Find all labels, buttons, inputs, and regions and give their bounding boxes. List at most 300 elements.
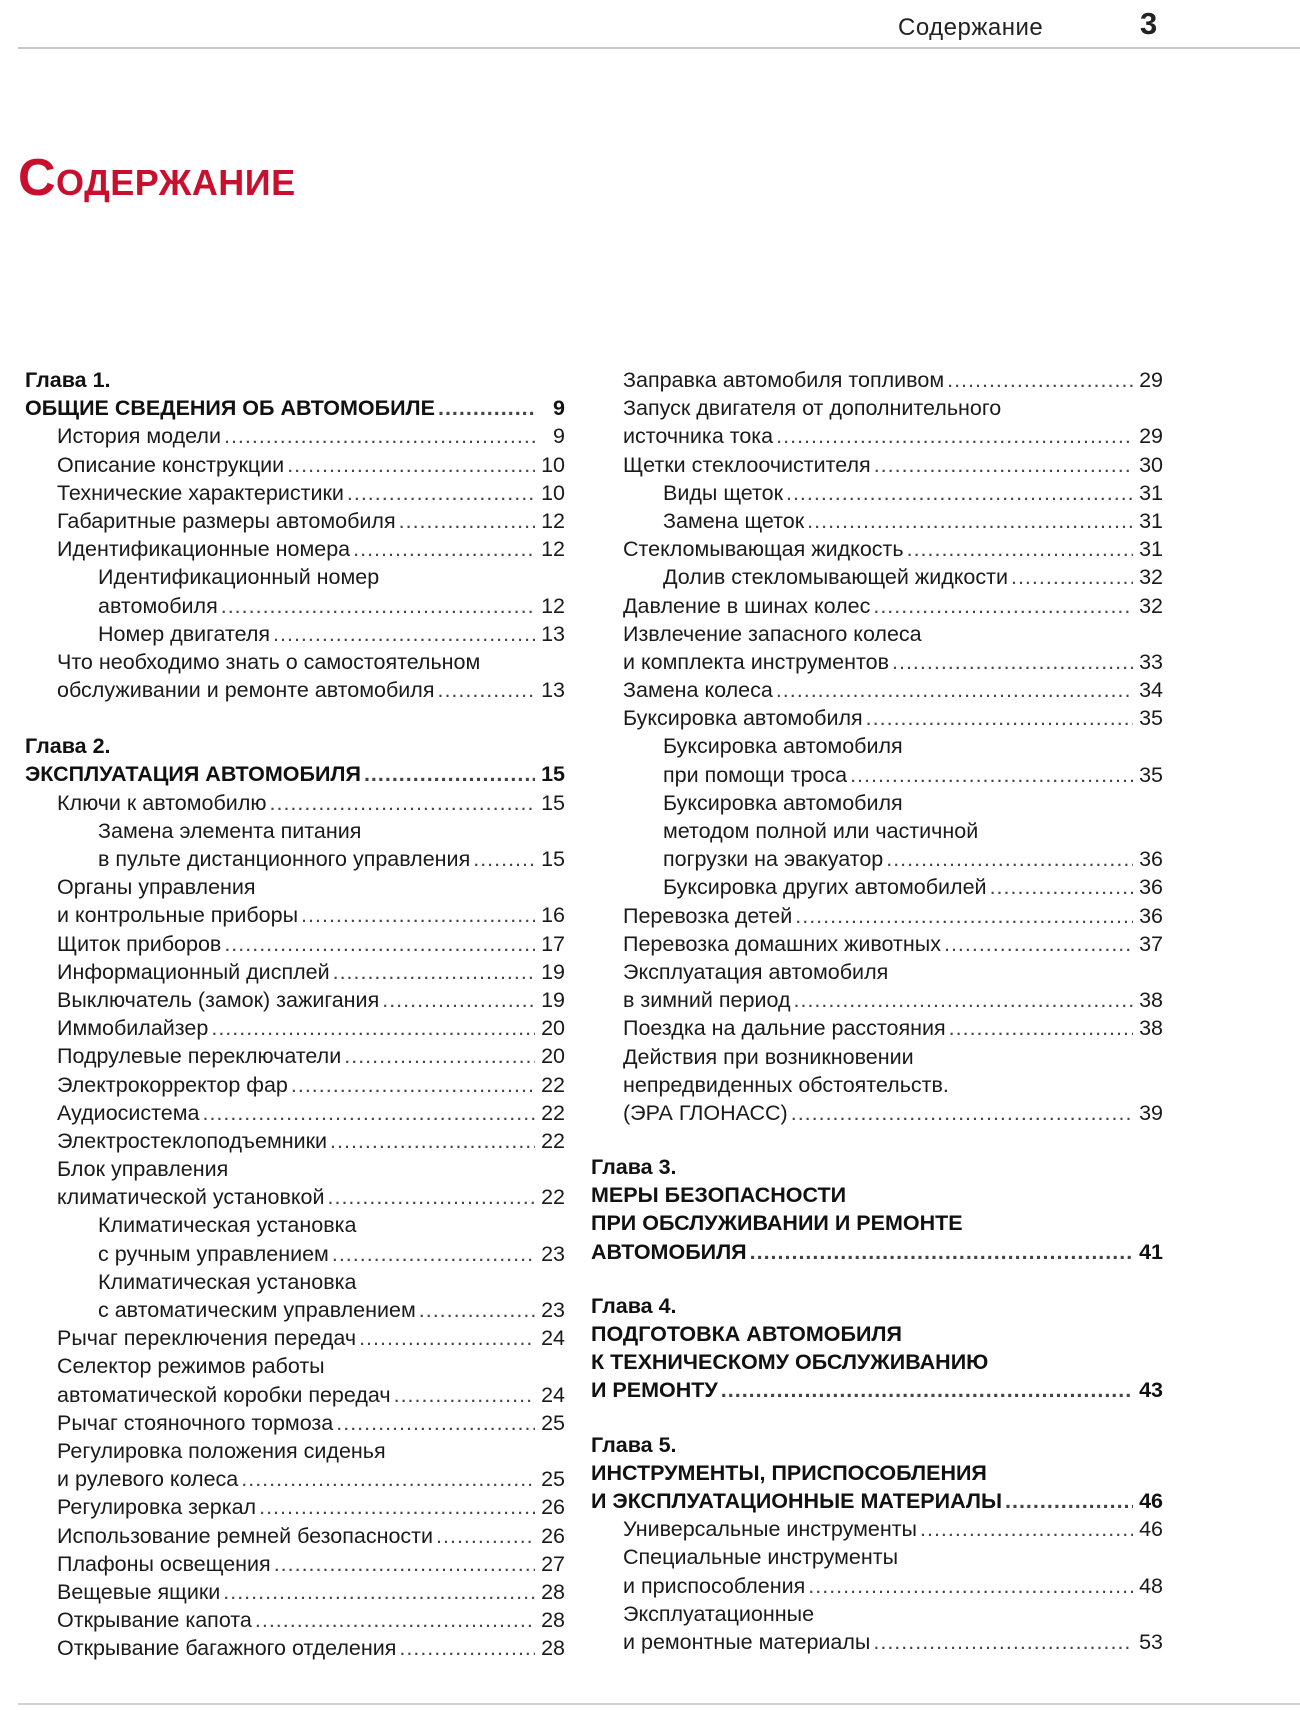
page-ref: 41	[1139, 1239, 1163, 1264]
page-ref: 31	[1139, 508, 1163, 533]
chapter-title	[591, 1348, 1163, 1376]
toc-entry-text: Буксировка автомобиля	[623, 706, 863, 731]
toc-entry-text: (ЭРА ГЛОНАСС)	[623, 1100, 788, 1125]
leader-dots	[202, 1099, 535, 1127]
toc-entry[interactable]	[623, 366, 1163, 394]
chapter-title-text: ОБЩИЕ СВЕДЕНИЯ ОБ АВТОМОБИЛЕ	[25, 396, 435, 421]
toc-entry-text: Номер двигателя	[98, 621, 271, 646]
toc-entry-text: Стекломывающая жидкость	[623, 537, 904, 562]
leader-dots	[944, 930, 1133, 958]
chapter-title[interactable]	[25, 394, 565, 422]
leader-dots	[270, 789, 536, 817]
page-ref: 25	[541, 1410, 565, 1435]
page-ref: 13	[541, 621, 565, 646]
toc-entry-text: источника тока	[623, 424, 774, 449]
chapter-title[interactable]	[591, 1238, 1163, 1266]
chapter-title-text: АВТОМОБИЛЯ	[591, 1239, 747, 1264]
toc-entry[interactable]	[25, 535, 565, 563]
leader-dots	[223, 1578, 535, 1606]
leader-dots	[437, 676, 535, 704]
leader-dots	[786, 479, 1133, 507]
toc-entry	[623, 394, 1163, 422]
page-ref: 35	[1139, 762, 1163, 787]
toc-entry[interactable]	[25, 1183, 565, 1211]
leader-dots	[291, 1071, 535, 1099]
leader-dots	[791, 1099, 1133, 1127]
toc-entry-text: методом полной или частичной	[663, 819, 979, 843]
toc-entry-text: Буксировка автомобиля	[663, 734, 903, 759]
chapter-title[interactable]	[591, 1376, 1163, 1404]
toc-entry-text: Щетки стеклоочистителя	[623, 452, 871, 477]
toc-entry[interactable]	[623, 451, 1163, 479]
running-header-title: Содержание	[898, 14, 1044, 41]
leader-dots	[776, 676, 1133, 704]
toc-entry-text: непредвиденных обстоятельств.	[623, 1072, 949, 1097]
chapter-title-text: И РЕМОНТУ	[591, 1378, 718, 1403]
toc-entry-text: Ключи к автомобилю	[57, 790, 267, 815]
toc-entry-text: Щиток приборов	[57, 931, 222, 956]
leader-dots	[399, 507, 535, 535]
toc-entry[interactable]	[623, 986, 1163, 1014]
chapter-label	[25, 732, 565, 760]
toc-entry-text: с автоматическим управлением	[98, 1298, 416, 1322]
toc-entry[interactable]	[591, 1572, 1163, 1600]
toc-chapter-continued	[623, 366, 1163, 1127]
toc-entry[interactable]	[25, 1071, 565, 1099]
leader-dots	[274, 1550, 535, 1578]
toc-entry-text: Что необходимо знать о самостоятельном	[57, 649, 481, 674]
chapter-label-text: Глава 3.	[591, 1155, 677, 1180]
leader-dots	[382, 986, 535, 1014]
chapter-title	[591, 1209, 1163, 1237]
leader-dots	[874, 451, 1133, 479]
toc-entry[interactable]	[25, 676, 565, 704]
chapter-title[interactable]	[591, 1487, 1163, 1515]
toc-entry-text: в зимний период	[623, 988, 791, 1013]
page-ref: 27	[541, 1551, 565, 1576]
leader-dots	[438, 394, 535, 422]
page-ref: 16	[541, 903, 565, 928]
leader-dots	[850, 761, 1133, 789]
leader-dots	[347, 479, 535, 507]
leader-dots	[776, 422, 1133, 450]
toc-entry-text: Аудиосистема	[57, 1100, 200, 1125]
toc-chapter	[591, 1153, 1163, 1266]
page-ref: 32	[1139, 565, 1163, 590]
toc-entry-text: Климатическая установка	[98, 1269, 357, 1294]
toc-entry[interactable]	[25, 1550, 565, 1578]
leader-dots	[873, 592, 1133, 620]
page-ref: 9	[553, 424, 565, 449]
toc-entry-text: и комплекта инструментов	[623, 649, 889, 674]
toc-entry-text: Запуск двигателя от дополнительного	[623, 396, 1002, 421]
leader-dots	[473, 845, 535, 873]
toc-entry-text: Органы управления	[57, 875, 256, 900]
toc-entry-text: Перевозка детей	[623, 903, 793, 928]
toc-entry-text: Выключатель (замок) зажигания	[57, 987, 380, 1012]
toc-entry[interactable]	[25, 1634, 565, 1662]
page-ref: 10	[541, 452, 565, 477]
chapter-label-text: Глава 1.	[25, 368, 111, 392]
toc-entry-text: Долив стекломывающей жидкости	[663, 565, 1008, 590]
toc-entry-text: и приспособления	[623, 1573, 806, 1598]
toc-entry[interactable]	[25, 1522, 565, 1550]
page-ref: 12	[541, 593, 565, 618]
page-number: 3	[1140, 6, 1158, 41]
chapter-title-text: ПОДГОТОВКА АВТОМОБИЛЯ	[591, 1322, 902, 1346]
toc-entry-text: Рычаг переключения передач	[57, 1326, 357, 1351]
leader-dots	[1005, 1487, 1133, 1515]
toc-entry[interactable]	[25, 1099, 565, 1127]
toc-entry[interactable]	[25, 1240, 565, 1268]
toc-entry-text: Замена элемента питания	[98, 818, 362, 843]
toc-entry[interactable]	[25, 422, 565, 450]
leader-dots	[873, 1628, 1133, 1656]
toc-entry[interactable]	[25, 986, 565, 1014]
toc-entry-text: Регулировка положения сиденья	[57, 1438, 386, 1463]
leader-dots	[301, 901, 535, 929]
toc-entry[interactable]	[25, 507, 565, 535]
leader-dots	[255, 1606, 535, 1634]
toc-entry-text: и ремонтные материалы	[623, 1629, 871, 1654]
toc-entry[interactable]	[25, 901, 565, 929]
chapter-title	[591, 1459, 1163, 1487]
toc-entry[interactable]	[623, 902, 1163, 930]
leader-dots	[221, 592, 535, 620]
toc-entry-text: Блок управления	[57, 1157, 229, 1182]
toc-entry-text: Рычаг стояночного тормоза	[57, 1410, 334, 1435]
toc-entry[interactable]	[25, 789, 565, 817]
page-ref: 34	[1139, 678, 1163, 703]
page-ref: 36	[1139, 903, 1163, 928]
toc-entry[interactable]	[623, 845, 1163, 873]
leader-dots	[399, 1634, 535, 1662]
leader-dots	[364, 760, 535, 788]
toc-entry	[591, 1600, 1163, 1628]
toc-entry	[25, 563, 565, 591]
chapter-title-text: МЕРЫ БЕЗОПАСНОСТИ	[591, 1183, 847, 1208]
page-ref: 22	[541, 1100, 565, 1125]
toc-entry-text: Открывание багажного отделения	[57, 1636, 397, 1661]
toc-entry	[25, 1437, 565, 1465]
toc-entry[interactable]	[25, 1381, 565, 1409]
toc-entry	[623, 958, 1163, 986]
toc-entry-text: погрузки на эвакуатор	[663, 847, 884, 872]
toc-entry-text: автоматической коробки передач	[57, 1382, 391, 1407]
page-ref: 32	[1139, 593, 1163, 618]
page-ref: 22	[541, 1072, 565, 1097]
leader-dots	[990, 873, 1133, 901]
toc-entry[interactable]	[623, 507, 1163, 535]
page-ref: 26	[541, 1523, 565, 1548]
toc-entry[interactable]	[25, 1493, 565, 1521]
toc-entry[interactable]	[623, 873, 1163, 901]
toc-entry-text: Электростеклоподъемники	[57, 1128, 328, 1153]
leader-dots	[330, 1127, 535, 1155]
page-ref: 25	[541, 1467, 565, 1492]
leader-dots	[259, 1493, 535, 1521]
toc-entry-text: Идентификационные номера	[57, 537, 351, 562]
toc-entry[interactable]	[25, 1409, 565, 1437]
toc-entry[interactable]	[623, 1014, 1163, 1042]
toc-entry-text: Заправка автомобиля топливом	[623, 368, 945, 392]
leader-dots	[920, 1515, 1133, 1543]
toc-chapter	[591, 1431, 1163, 1657]
toc-entry	[25, 1211, 565, 1239]
toc-entry	[623, 732, 1163, 760]
toc-entry-text: Климатическая установка	[98, 1213, 357, 1238]
leader-dots	[907, 535, 1133, 563]
toc-entry[interactable]	[623, 535, 1163, 563]
toc-entry[interactable]	[25, 620, 565, 648]
chapter-title-text: ПРИ ОБСЛУЖИВАНИИ И РЕМОНТЕ	[591, 1211, 963, 1236]
page-ref: 38	[1139, 988, 1163, 1013]
toc-entry-text: Эксплуатационные	[623, 1601, 815, 1626]
leader-dots	[328, 1183, 535, 1211]
leader-dots	[332, 1240, 535, 1268]
toc-entry-text: Специальные инструменты	[623, 1545, 899, 1570]
page-ref: 46	[1139, 1488, 1163, 1513]
toc-entry[interactable]	[25, 1296, 565, 1324]
chapter-title-text: И ЭКСПЛУАТАЦИОННЫЕ МАТЕРИАЛЫ	[591, 1488, 1002, 1513]
page-ref: 23	[541, 1241, 565, 1266]
page-ref: 24	[541, 1326, 565, 1351]
toc-entry-text: с ручным управлением	[98, 1241, 329, 1266]
leader-dots	[241, 1465, 535, 1493]
toc-entry[interactable]	[25, 1606, 565, 1634]
toc-entry[interactable]	[25, 592, 565, 620]
page-ref: 30	[1139, 452, 1163, 477]
toc-entry-text: Буксировка других автомобилей	[663, 875, 987, 900]
toc-entry-text: Технические характеристики	[57, 480, 344, 505]
page-ref: 19	[541, 987, 565, 1012]
page-ref: 53	[1139, 1629, 1163, 1654]
toc-entry[interactable]	[25, 451, 565, 479]
chapter-label	[25, 366, 565, 394]
chapter-title	[591, 1181, 1163, 1209]
chapter-label	[591, 1153, 1163, 1181]
chapter-label-text: Глава 2.	[25, 734, 111, 759]
toc-column-left	[25, 366, 565, 1662]
toc-entry-text: автомобиля	[98, 593, 218, 618]
leader-dots	[807, 507, 1133, 535]
toc-entry[interactable]	[25, 1578, 565, 1606]
toc-entry[interactable]	[623, 761, 1163, 789]
leader-dots	[947, 366, 1133, 394]
toc-entry	[623, 817, 1163, 845]
leader-dots	[794, 986, 1133, 1014]
leader-dots	[287, 451, 535, 479]
toc-entry-text: Габаритные размеры автомобиля	[57, 508, 396, 533]
toc-entry[interactable]	[25, 958, 565, 986]
toc-entry	[25, 817, 565, 845]
page-ref: 9	[553, 396, 565, 421]
page-ref: 35	[1139, 706, 1163, 731]
toc-entry-text: Селектор режимов работы	[57, 1354, 325, 1379]
toc-entry-text: Извлечение запасного колеса	[623, 621, 922, 646]
toc-entry	[623, 789, 1163, 817]
toc-entry	[623, 1043, 1163, 1071]
page-ref: 19	[541, 959, 565, 984]
leader-dots	[892, 648, 1133, 676]
toc-entry-text: Виды щеток	[663, 480, 783, 505]
page-ref: 31	[1139, 480, 1163, 505]
toc-entry	[25, 1268, 565, 1296]
page-ref: 37	[1139, 931, 1163, 956]
page-ref: 22	[541, 1128, 565, 1153]
page-ref: 39	[1139, 1100, 1163, 1125]
toc-entry-text: Идентификационный номер	[98, 565, 380, 590]
leader-dots	[336, 1409, 535, 1437]
toc-entry-text: и рулевого колеса	[57, 1467, 239, 1492]
toc-entry[interactable]	[623, 704, 1163, 732]
chapter-title	[591, 1320, 1163, 1348]
chapter-title[interactable]	[25, 760, 565, 788]
toc-entry[interactable]	[623, 676, 1163, 704]
toc-entry[interactable]	[25, 1014, 565, 1042]
toc-entry[interactable]	[623, 563, 1163, 591]
toc-entry-text: климатической установкой	[57, 1185, 325, 1210]
page-ref: 12	[541, 508, 565, 533]
toc-entry-text: Описание конструкции	[57, 452, 285, 477]
toc-entry-text: в пульте дистанционного управления	[98, 847, 471, 871]
page-ref: 29	[1139, 424, 1163, 449]
running-header	[18, 0, 1300, 49]
toc-chapter	[25, 732, 565, 1662]
toc-entry[interactable]	[25, 1465, 565, 1493]
toc-entry[interactable]	[623, 592, 1163, 620]
toc-chapter	[591, 1292, 1163, 1405]
leader-dots	[224, 422, 535, 450]
page-ref: 12	[541, 537, 565, 562]
page-ref: 36	[1139, 875, 1163, 900]
toc-entry-text: Информационный дисплей	[57, 959, 330, 984]
toc-entry[interactable]	[623, 1099, 1163, 1127]
toc-entry-text: Использование ремней безопасности	[57, 1523, 434, 1548]
toc-entry	[591, 1543, 1163, 1571]
toc-entry-text: Вещевые ящики	[57, 1579, 221, 1604]
toc-entry[interactable]	[25, 845, 565, 873]
toc-column-right	[591, 366, 1163, 1656]
page-ref: 28	[541, 1579, 565, 1604]
toc-entry-text: История модели	[57, 424, 221, 449]
toc-entry-text: Перевозка домашних животных	[623, 931, 941, 956]
toc-entry-text: Замена колеса	[623, 678, 773, 703]
chapter-label-text: Глава 4.	[591, 1293, 677, 1318]
toc-entry-text: Подрулевые переключатели	[57, 1044, 342, 1069]
toc-entry[interactable]	[623, 930, 1163, 958]
leader-dots	[808, 1572, 1133, 1600]
leader-dots	[795, 902, 1133, 930]
page-ref: 15	[541, 847, 565, 871]
toc-entry	[25, 1352, 565, 1380]
chapter-title-text: ЭКСПЛУАТАЦИЯ АВТОМОБИЛЯ	[25, 762, 361, 787]
page-ref: 13	[541, 678, 565, 703]
leader-dots	[1011, 563, 1133, 591]
page-ref: 43	[1139, 1378, 1163, 1403]
leader-dots	[750, 1238, 1133, 1266]
toc-entry[interactable]	[623, 479, 1163, 507]
toc-entry[interactable]	[25, 1042, 565, 1070]
toc-entry[interactable]	[25, 1324, 565, 1352]
toc-entry-text: Иммобилайзер	[57, 1016, 209, 1041]
toc-entry	[25, 1155, 565, 1183]
page-ref: 29	[1139, 368, 1163, 392]
toc-entry	[623, 1071, 1163, 1099]
page-ref: 48	[1139, 1573, 1163, 1598]
toc-entry[interactable]	[591, 1515, 1163, 1543]
page-ref: 26	[541, 1495, 565, 1520]
page-ref: 28	[541, 1636, 565, 1661]
toc-entry-text: Замена щеток	[663, 508, 805, 533]
toc-entry[interactable]	[25, 479, 565, 507]
toc-entry-text: и контрольные приборы	[57, 903, 299, 928]
leader-dots	[419, 1296, 535, 1324]
leader-dots	[224, 930, 535, 958]
chapter-label	[591, 1431, 1163, 1459]
toc-entry-text: Электрокорректор фар	[57, 1072, 288, 1097]
chapter-title-text: ИНСТРУМЕНТЫ, ПРИСПОСОБЛЕНИЯ	[591, 1460, 987, 1485]
leader-dots	[721, 1376, 1133, 1404]
toc-entry-text: Давление в шинах колес	[623, 593, 871, 618]
chapter-label-text: Глава 5.	[591, 1432, 677, 1457]
toc-entry[interactable]	[25, 1127, 565, 1155]
leader-dots	[273, 620, 535, 648]
toc-entry-text: Поездка на дальние расстояния	[623, 1016, 946, 1041]
toc-entry	[25, 873, 565, 901]
toc-entry	[25, 648, 565, 676]
toc-entry-text: Открывание капота	[57, 1608, 252, 1633]
leader-dots	[394, 1381, 535, 1409]
page-ref: 10	[541, 480, 565, 505]
toc-entry-text: при помощи троса	[663, 762, 848, 787]
chapter-label	[591, 1292, 1163, 1320]
page-title: Содержание	[18, 149, 296, 207]
toc-entry[interactable]	[591, 1628, 1163, 1656]
toc-entry-text: обслуживании и ремонте автомобиля	[57, 678, 435, 703]
page-ref: 15	[541, 790, 565, 815]
page-ref: 15	[541, 762, 565, 787]
chapter-title-text: К ТЕХНИЧЕСКОМУ ОБСЛУЖИВАНИЮ	[591, 1350, 989, 1375]
toc-entry-text: Регулировка зеркал	[57, 1495, 257, 1520]
leader-dots	[436, 1522, 535, 1550]
page-ref: 38	[1139, 1016, 1163, 1041]
page-ref: 28	[541, 1608, 565, 1633]
toc-entry-text: Универсальные инструменты	[623, 1517, 917, 1542]
leader-dots	[344, 1042, 535, 1070]
toc-entry[interactable]	[623, 422, 1163, 450]
page-ref: 23	[541, 1298, 565, 1322]
leader-dots	[211, 1014, 535, 1042]
toc-entry-text: Плафоны освещения	[57, 1551, 271, 1576]
toc-entry-text: Эксплуатация автомобиля	[623, 959, 889, 984]
page-ref: 20	[541, 1016, 565, 1041]
toc-entry-text: Буксировка автомобиля	[663, 790, 903, 815]
leader-dots	[886, 845, 1133, 873]
bottom-rule	[18, 1703, 1300, 1705]
leader-dots	[333, 958, 535, 986]
leader-dots	[353, 535, 535, 563]
page-ref: 46	[1139, 1517, 1163, 1542]
page-ref: 31	[1139, 537, 1163, 562]
toc-entry[interactable]	[25, 930, 565, 958]
toc-chapter	[25, 366, 565, 704]
page-ref: 17	[541, 931, 565, 956]
page-ref: 36	[1139, 847, 1163, 872]
toc-entry[interactable]	[623, 648, 1163, 676]
leader-dots	[866, 704, 1133, 732]
toc-entry	[623, 620, 1163, 648]
